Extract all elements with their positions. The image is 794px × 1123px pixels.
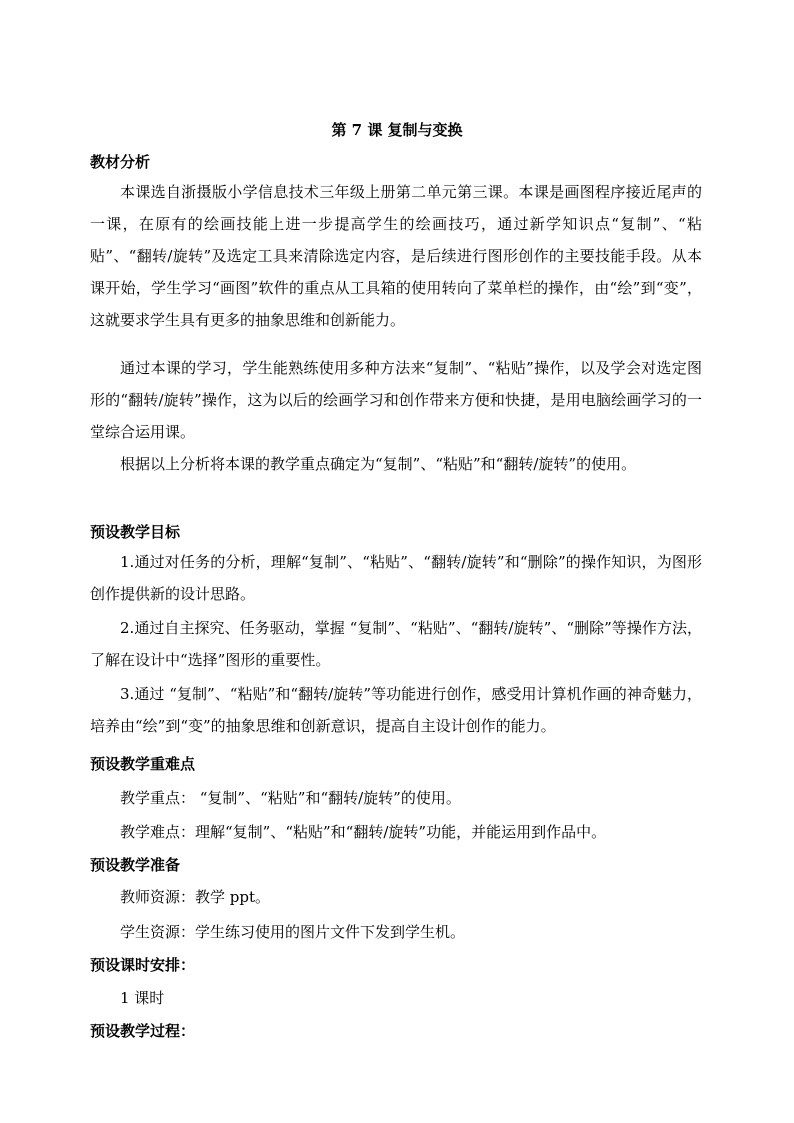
section-heading-analysis: 教材分析 (90, 153, 151, 171)
section-heading-objectives: 预设教学目标 (90, 523, 181, 541)
analysis-paragraph-2: 通过本课的学习，学生能熟练使用多种方法来“复制”、“粘贴”操作，以及学会对选定图形的“翻转/旋转”操作，这为以后的绘画学习和创作带来方便和快捷，是用电脑绘画学习的一堂综合运用课。 (90, 359, 702, 441)
section-heading-key-points: 预设教学重难点 (90, 755, 196, 773)
key-point-focus: 教学重点： “复制”、“粘贴”和“翻转/旋转”的使用。 (120, 789, 461, 807)
section-heading-preparation: 预设教学准备 (90, 856, 181, 874)
preparation-teacher: 教师资源：教学 ppt。 (120, 888, 271, 906)
objective-item-1: 1.通过对任务的分析，理解“复制”、“粘贴”、“翻转/旋转”和“删除”的操作知识，为图形创作提供新的设计思路。 (90, 553, 702, 603)
analysis-paragraph-3: 根据以上分析将本课的教学重点确定为“复制”、“粘贴”和“翻转/旋转”的使用。 (120, 455, 637, 473)
lesson-title: 第 7 课 复制与变换 (331, 121, 463, 139)
preparation-student: 学生资源：学生练习使用的图片文件下发到学生机。 (120, 923, 466, 941)
analysis-paragraph-1: 本课选自浙摄版小学信息技术三年级上册第二单元第三课。本课是画图程序接近尾声的一课，在原有的绘画技能上进一步提高学生的绘画技巧，通过新学知识点“复制”、“粘贴”、“翻转/旋转”及选定工具来清除选定内容，是后续进行图形创作的主要技能手段。从本课开始，学生学习“画图”软件的重点从工具箱的使用转向了菜单栏的操作，由“绘”到“变”，这就要求学生具有更多的抽象思维和创新能力。 (90, 183, 702, 329)
key-point-difficulty: 教学难点：理解“复制”、“粘贴”和“翻转/旋转”功能，并能运用到作品中。 (120, 823, 607, 841)
objective-item-2: 2.通过自主探究、任务驱动，掌握 “复制”、“粘贴”、“翻转/旋转”、“删除”等操作方法，了解在设计中“选择”图形的重要性。 (90, 619, 702, 669)
schedule-value: 1 课时 (120, 989, 165, 1007)
section-heading-process: 预设教学过程： (90, 1022, 196, 1040)
section-heading-schedule: 预设课时安排： (90, 956, 196, 974)
objective-item-3: 3.通过 “复制”、“粘贴”和“翻转/旋转”等功能进行创作，感受用计算机作画的神奇魅力，培养由“绘”到“变”的抽象思维和创新意识，提高自主设计创作的能力。 (90, 685, 702, 735)
